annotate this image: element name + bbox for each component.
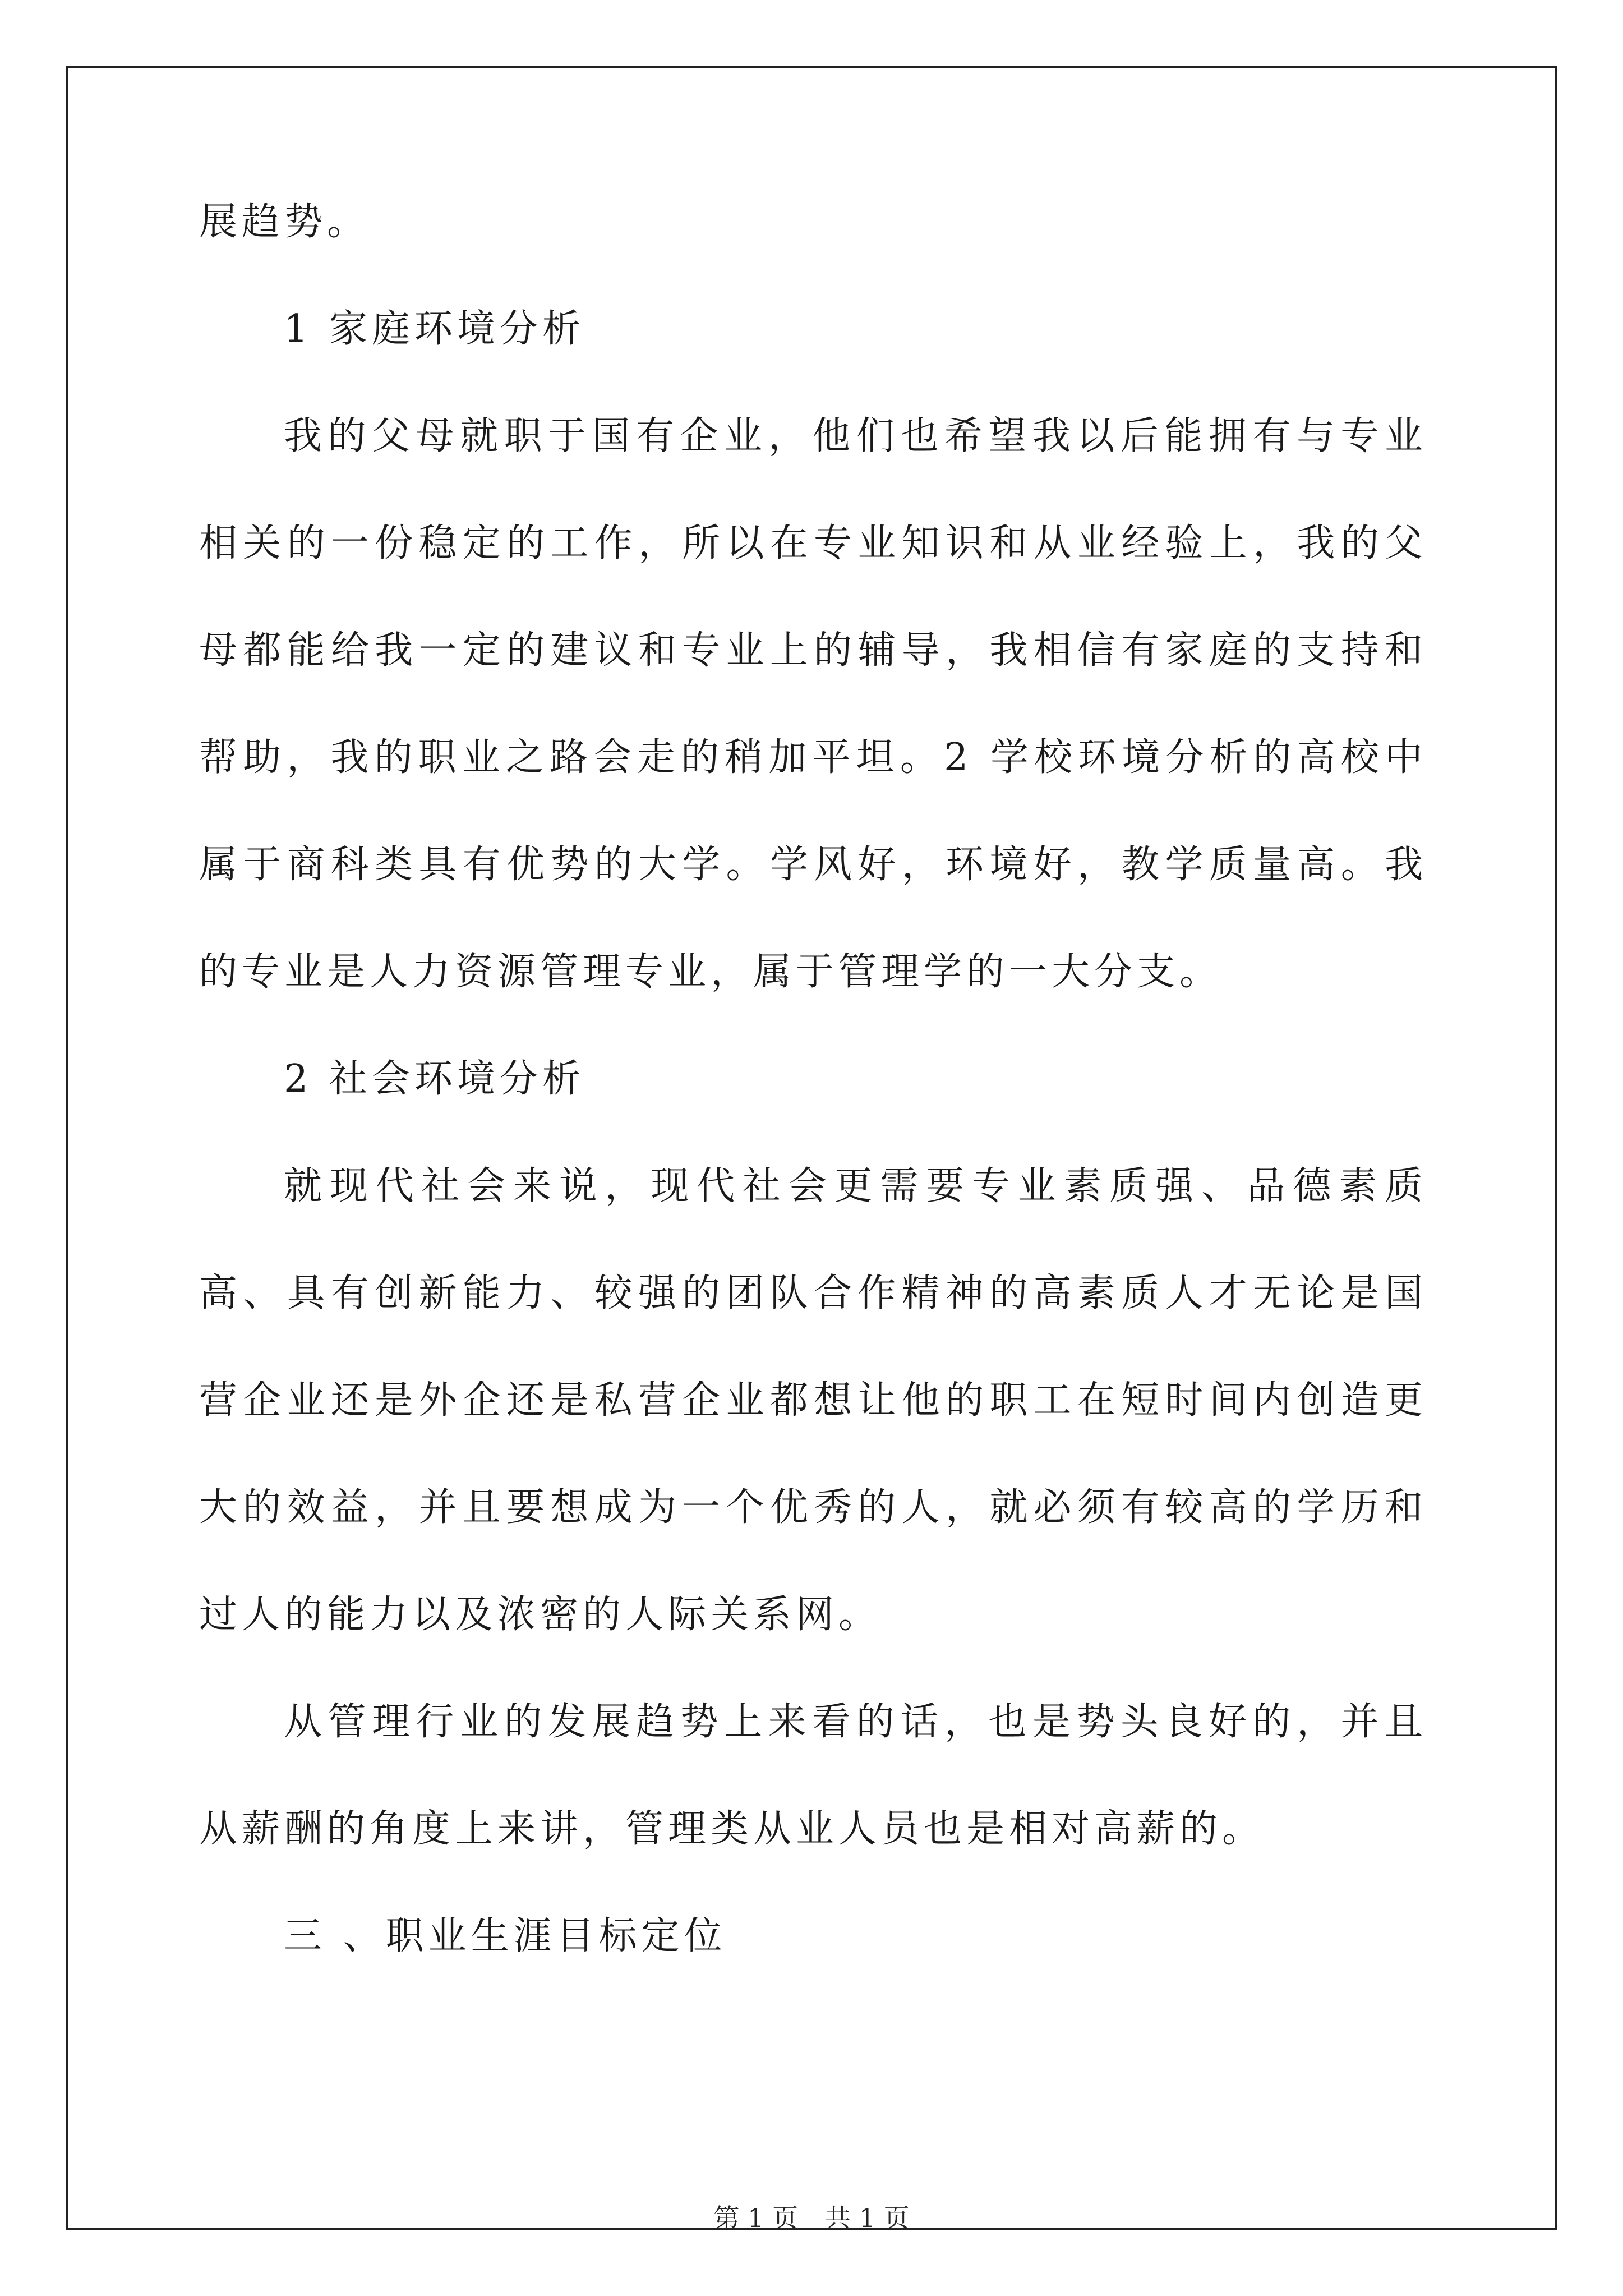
page-footer — [0, 2198, 1623, 2235]
total-pages: 共 1 页 — [825, 2203, 910, 2233]
paragraph-social: 就现代社会来说，现代社会更需要专业素质强、品德素质高、具有创新能力、较强的团队合作精神的高素质人才无论是国营企业还是外企还是私营企业都想让他的职工在短时间内创造更大的效益，并且要想成为一个优秀的人，就必须有较高的学历和过人的能力以及浓密的人际关系网。 — [199, 1164, 1427, 1637]
document-body — [199, 168, 1427, 1990]
page-number: 第 1 页 — [713, 2203, 798, 2233]
paragraph-continuation: 展趋势。 — [199, 200, 370, 244]
heading-career-goal: 三 、职业生涯目标定位 — [284, 1914, 727, 1958]
heading-social-environment: 2 社会环境分析 — [284, 1057, 585, 1101]
heading-family-environment: 1 家庭环境分析 — [284, 307, 585, 351]
paragraph-industry-trend: 从管理行业的发展趋势上来看的话，也是势头良好的，并且从薪酬的角度上来讲，管理类从业人员也是相对高薪的。 — [199, 1700, 1427, 1851]
paragraph-family-school: 我的父母就职于国有企业，他们也希望我以后能拥有与专业相关的一份稳定的工作，所以在专业知识和从业经验上，我的父母都能给我一定的建议和专业上的辅导，我相信有家庭的支持和帮助，我的职业之路会走的稍加平坦。2 学校环境分析的高校中属于商科类具有优势的大学。学风好，环境好，教学质量高。我的专业是人力资源管理专业，属于管理学的一大分支。 — [199, 414, 1427, 994]
